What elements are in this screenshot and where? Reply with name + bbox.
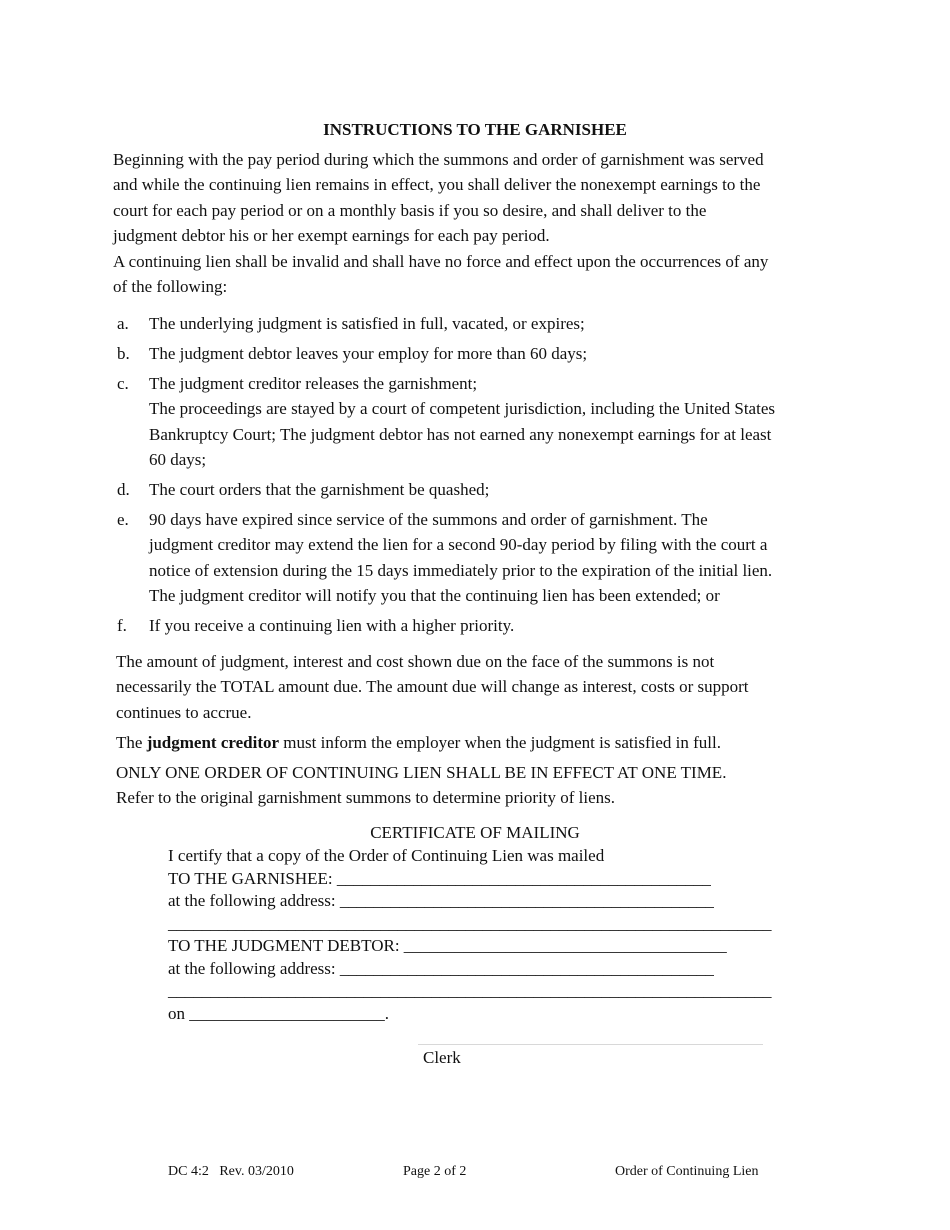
amount-line: necessarily the TOTAL amount due. The amount due will change as interest, costs or support <box>116 677 749 697</box>
list-line: 90 days have expired since service of the summons and order of garnishment. The <box>149 510 708 529</box>
list-letter: b. <box>117 344 130 363</box>
list-line: The judgment creditor will notify you that the continuing lien has been extended; or <box>149 586 720 606</box>
list-line: 60 days; <box>149 450 207 470</box>
debtor-field: TO THE JUDGMENT DEBTOR: ______________________________________ <box>168 936 727 955</box>
amount-line: continues to accrue. <box>116 702 252 722</box>
creditor-suffix: must inform the employer when the judgment is satisfied in full. <box>279 733 721 752</box>
certificate-title: CERTIFICATE OF MAILING <box>370 823 580 842</box>
clerk-label: Clerk <box>423 1048 461 1067</box>
signature-line <box>418 1044 763 1045</box>
list-line: The judgment creditor releases the garnishment; <box>149 374 478 393</box>
list-letter: d. <box>117 480 130 499</box>
garnishee-address-blank: _______________________________________________________________________ <box>168 913 772 933</box>
footer-page-number: Page 2 of 2 <box>403 1164 467 1179</box>
list-line: judgment creditor may extend the lien for a second 90-day period by filing with the court a <box>149 535 768 555</box>
amount-line: The amount of judgment, interest and cost shown due on the face of the summons is not <box>116 652 715 671</box>
footer-form-name: Order of Continuing Lien <box>615 1164 759 1179</box>
certify-line: I certify that a copy of the Order of Continuing Lien was mailed <box>168 846 605 865</box>
garnishee-field: TO THE GARNISHEE: ____________________________________________ <box>168 868 711 888</box>
amount-paragraph <box>116 649 846 725</box>
intro-line: of the following: <box>113 277 228 297</box>
intro-line: Beginning with the pay period during which the summons and order of garnishment was served <box>113 150 764 169</box>
garnishee-address-field: at the following address: ____________________________________________ <box>168 891 714 910</box>
list-letter: e. <box>117 510 129 529</box>
page-title: INSTRUCTIONS TO THE GARNISHEE <box>323 120 627 139</box>
footer-form-number: DC 4:2 Rev. 03/2010 <box>168 1164 294 1179</box>
date-field: on _______________________. <box>168 1003 389 1023</box>
caps-paragraph <box>116 760 846 811</box>
caps-line: ONLY ONE ORDER OF CONTINUING LIEN SHALL BE IN EFFECT AT ONE TIME. <box>116 763 727 782</box>
creditor-bold: judgment creditor <box>146 733 280 752</box>
creditor-prefix: The <box>116 733 147 752</box>
intro-line: A continuing lien shall be invalid and shall have no force and effect upon the occurrences of any <box>113 251 769 271</box>
list-line: The proceedings are stayed by a court of competent jurisdiction, including the United States <box>149 399 775 419</box>
intro-line: judgment debtor his or her exempt earnings for each pay period. <box>113 226 550 246</box>
list-letter: f. <box>117 616 127 635</box>
list-line: The judgment debtor leaves your employ for more than 60 days; <box>149 344 588 363</box>
list-line: Bankruptcy Court; The judgment debtor has not earned any nonexempt earnings for at least <box>149 424 772 444</box>
intro-paragraph <box>113 147 843 299</box>
list-line: notice of extension during the 15 days immediately prior to the expiration of the initial lien. <box>149 560 773 580</box>
intro-line: and while the continuing lien remains in effect, you shall deliver the nonexempt earnings to the <box>113 175 761 195</box>
intro-line: court for each pay period or on a monthly basis if you so desire, and shall deliver to the <box>113 200 707 220</box>
creditor-paragraph <box>116 730 846 755</box>
refer-line: Refer to the original garnishment summons to determine priority of liens. <box>116 788 616 808</box>
list-line: The underlying judgment is satisfied in full, vacated, or expires; <box>149 314 585 333</box>
list-line: If you receive a continuing lien with a higher priority. <box>149 616 515 635</box>
list-letter: c. <box>117 374 129 393</box>
debtor-address-field: at the following address: ____________________________________________ <box>168 958 714 978</box>
certificate-body <box>168 845 778 1025</box>
debtor-address-blank: _______________________________________________________________________ <box>168 981 772 1000</box>
list-letter: a. <box>117 314 129 333</box>
list-line: The court orders that the garnishment be quashed; <box>149 480 490 499</box>
